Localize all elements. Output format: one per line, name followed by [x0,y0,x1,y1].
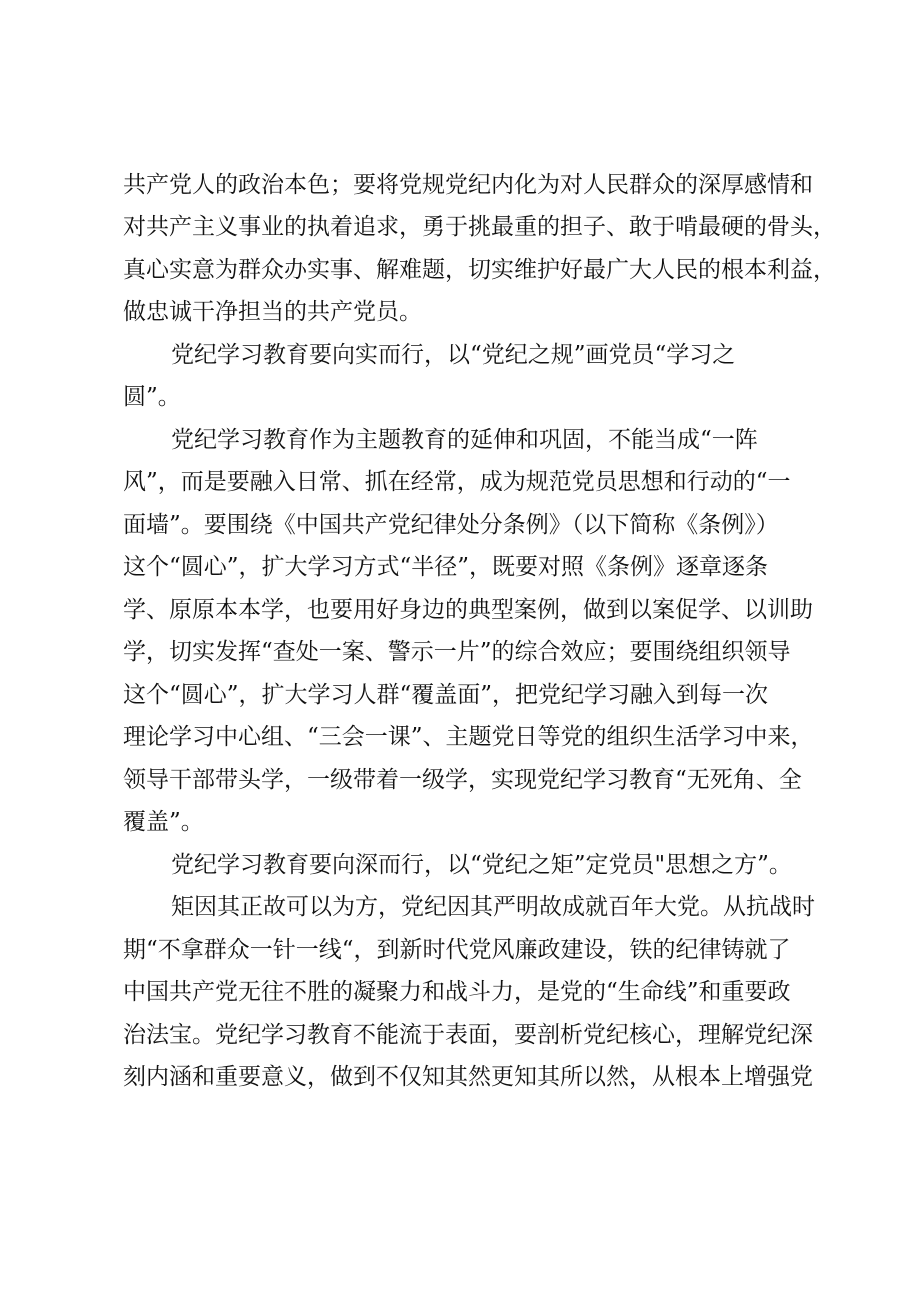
text-line: 面墙”。要围绕《中国共产党纪律处分条例》（以下简称《条例》） [123,512,779,538]
text-line: 刻内涵和重要意义，做到不仅知其然更知其所以然，从根本上增强党 [123,1064,813,1090]
text-line: 真心实意为群众办实事、解难题，切实维护好最广大人民的根本利益， [123,257,836,283]
text-line: 这个“圆心”，扩大学习方式“半径”，既要对照《条例》逐章逐条 [123,554,769,580]
section-heading: 党纪学习教育要向深而行，以“党纪之矩”定党员"思想之方”。 [171,852,792,878]
text-line: 党纪学习教育作为主题教育的延伸和巩固，不能当成“一阵 [171,427,758,453]
text-line: 期“不拿群众一针一线“，到新时代党风廉政建设，铁的纪律铸就了 [123,937,791,963]
text-line: 矩因其正故可以为方，党纪因其严明故成就百年大党。从抗战时 [171,894,815,920]
text-line: 学、原原本本学，也要用好身边的典型案例，做到以案促学、以训助 [123,597,813,623]
text-line: 治法宝。党纪学习教育不能流于表面，要剖析党纪核心，理解党纪深 [123,1022,813,1048]
text-line: 学，切实发挥“查处一案、警示一片”的综合效应；要围绕组织领导 [123,639,791,665]
text-line: 这个“圆心”，扩大学习人群“覆盖面”，把党纪学习融入到每一次 [123,682,769,708]
text-line: 共产党人的政治本色；要将党规党纪内化为对人民群众的深厚感情和 [123,172,813,198]
text-line: 中国共产党无往不胜的凝聚力和战斗力，是党的“生命线”和重要政 [123,979,791,1005]
text-line: 风”，而是要融入日常、抓在经常，成为规范党员思想和行动的“一 [123,469,791,495]
section-heading: 党纪学习教育要向实而行，以“党纪之规”画党员“学习之 [171,342,736,368]
text-line: 对共产主义事业的执着追求，勇于挑最重的担子、敢于啃最硬的骨头， [123,214,836,240]
text-line: 覆盖”。 [123,809,204,835]
section-heading: 圆”。 [123,384,181,410]
text-line: 领导干部带头学，一级带着一级学，实现党纪学习教育“无死角、全 [123,767,802,793]
text-line: 做忠诚干净担当的共产党员。 [123,299,422,325]
text-line: 理论学习中心组、“三会一课”、主题党日等党的组织生活学习中来， [123,724,814,750]
